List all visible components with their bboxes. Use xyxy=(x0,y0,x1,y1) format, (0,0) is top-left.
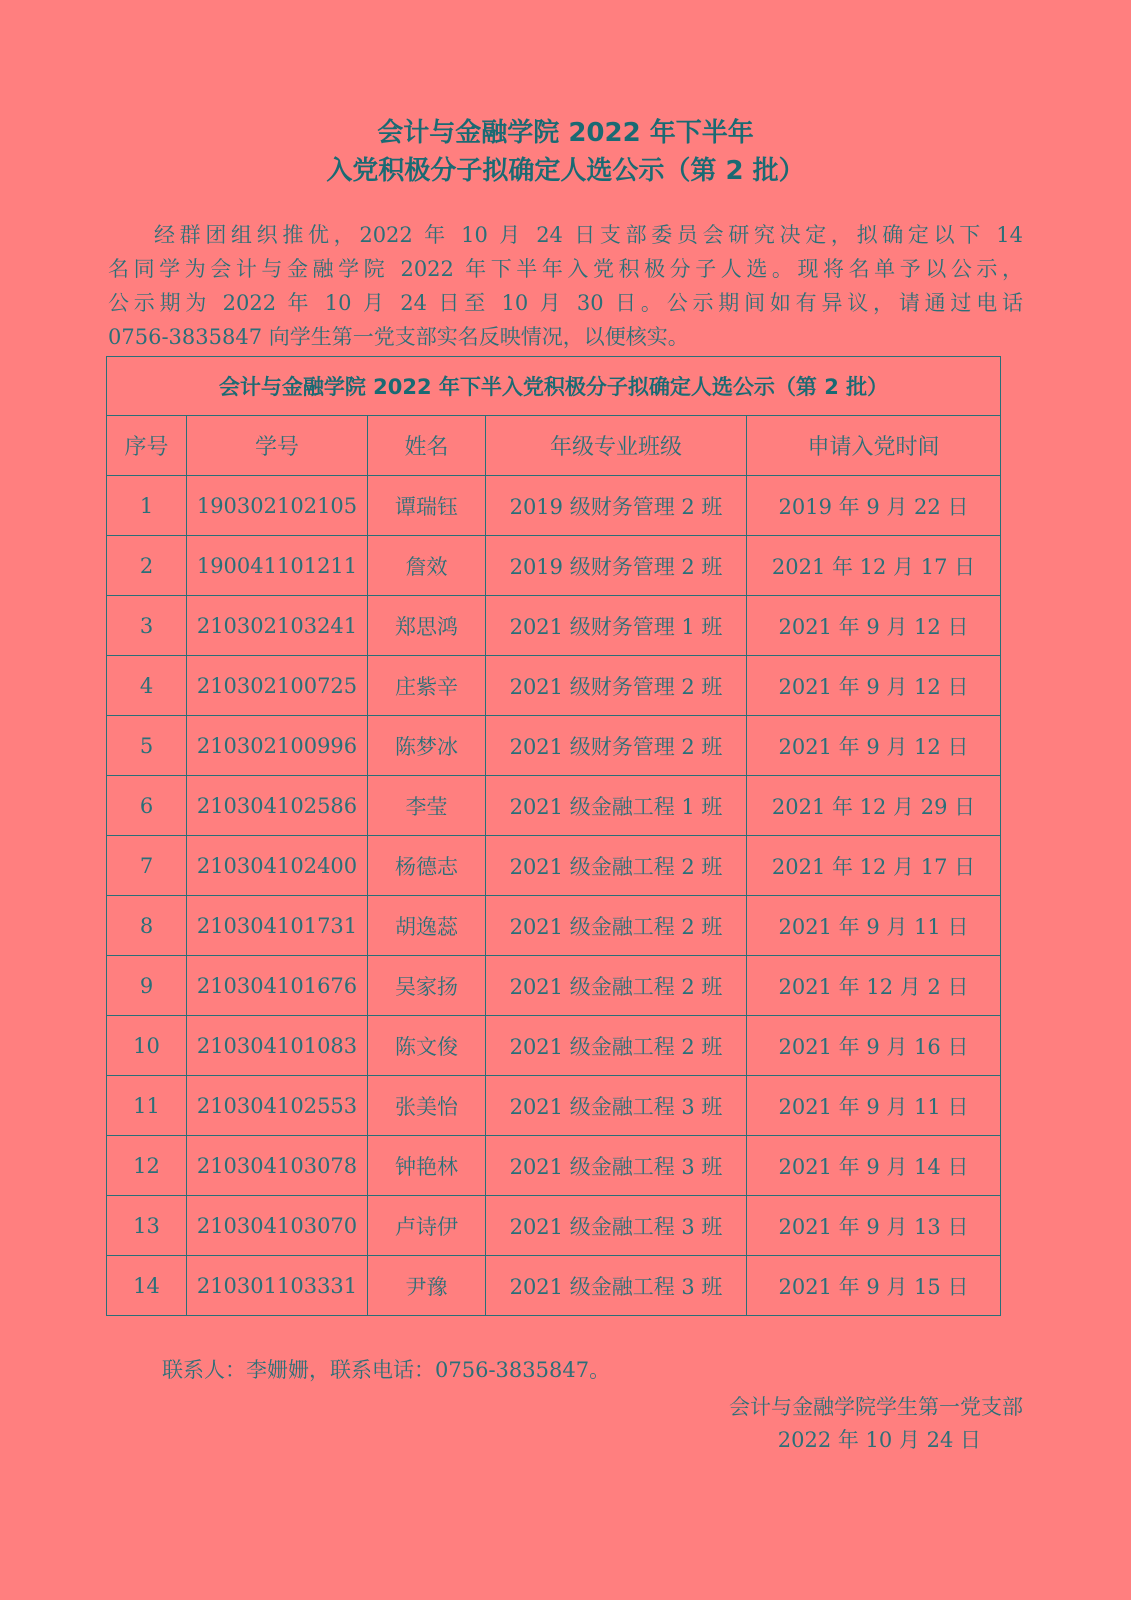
column-header-class: 年级专业班级 xyxy=(486,416,747,476)
cell-apply-date: 2021 年 9 月 13 日 xyxy=(747,1196,1001,1256)
intro-line: 公示期为 2022 年 10 月 24 日至 10 月 30 日。公示期间如有异议，请通过电话 xyxy=(108,291,1023,315)
cell-index: 13 xyxy=(107,1196,187,1256)
cell-class: 2021 级金融工程 2 班 xyxy=(486,836,747,896)
table-row xyxy=(107,1256,1001,1316)
cell-index: 4 xyxy=(107,656,187,716)
table-row xyxy=(107,536,1001,596)
cell-student-id: 210304102586 xyxy=(187,776,368,836)
cell-index: 10 xyxy=(107,1016,187,1076)
page-title-line-1: 会计与金融学院 2022 年下半年 xyxy=(377,118,754,148)
cell-class: 2021 级金融工程 2 班 xyxy=(486,956,747,1016)
cell-apply-date: 2021 年 9 月 11 日 xyxy=(747,1076,1001,1136)
table-row xyxy=(107,1196,1001,1256)
cell-index: 1 xyxy=(107,476,187,536)
cell-index: 6 xyxy=(107,776,187,836)
intro-line: 经群团组织推优，2022 年 10 月 24 日支部委员会研究决定，拟确定以下 14 xyxy=(154,223,1023,247)
table-row xyxy=(107,956,1001,1016)
cell-class: 2021 级财务管理 2 班 xyxy=(486,716,747,776)
cell-class: 2019 级财务管理 2 班 xyxy=(486,476,747,536)
cell-student-id: 210304102400 xyxy=(187,836,368,896)
cell-apply-date: 2021 年 9 月 14 日 xyxy=(747,1136,1001,1196)
cell-name: 郑思鸿 xyxy=(368,596,486,656)
cell-name: 尹豫 xyxy=(368,1256,486,1316)
cell-name: 卢诗伊 xyxy=(368,1196,486,1256)
cell-class: 2021 级金融工程 2 班 xyxy=(486,1016,747,1076)
cell-student-id: 190302102105 xyxy=(187,476,368,536)
cell-student-id: 210304103070 xyxy=(187,1196,368,1256)
cell-name: 张美怡 xyxy=(368,1076,486,1136)
cell-name: 吴家扬 xyxy=(368,956,486,1016)
cell-apply-date: 2021 年 9 月 11 日 xyxy=(747,896,1001,956)
cell-apply-date: 2021 年 9 月 12 日 xyxy=(747,596,1001,656)
signature-organization: 会计与金融学院学生第一党支部 xyxy=(729,1395,1023,1419)
cell-index: 11 xyxy=(107,1076,187,1136)
table-caption: 会计与金融学院 2022 年下半入党积极分子拟确定人选公示（第 2 批） xyxy=(107,357,1001,416)
cell-student-id: 210302100725 xyxy=(187,656,368,716)
cell-apply-date: 2021 年 9 月 12 日 xyxy=(747,656,1001,716)
cell-name: 谭瑞钰 xyxy=(368,476,486,536)
cell-apply-date: 2021 年 9 月 16 日 xyxy=(747,1016,1001,1076)
cell-class: 2019 级财务管理 2 班 xyxy=(486,536,747,596)
cell-class: 2021 级金融工程 3 班 xyxy=(486,1256,747,1316)
cell-student-id: 210301103331 xyxy=(187,1256,368,1316)
table-caption-row xyxy=(107,357,1001,416)
cell-class: 2021 级金融工程 3 班 xyxy=(486,1196,747,1256)
table-row xyxy=(107,476,1001,536)
cell-class: 2021 级财务管理 1 班 xyxy=(486,596,747,656)
cell-class: 2021 级金融工程 3 班 xyxy=(486,1136,747,1196)
column-header-apply-date: 申请入党时间 xyxy=(747,416,1001,476)
cell-index: 7 xyxy=(107,836,187,896)
cell-index: 5 xyxy=(107,716,187,776)
cell-apply-date: 2021 年 12 月 17 日 xyxy=(747,536,1001,596)
cell-student-id: 210304101731 xyxy=(187,896,368,956)
candidate-table xyxy=(106,356,1001,1316)
table-row xyxy=(107,896,1001,956)
table-row xyxy=(107,1136,1001,1196)
signature-date: 2022 年 10 月 24 日 xyxy=(777,1428,981,1452)
cell-student-id: 210304103078 xyxy=(187,1136,368,1196)
cell-index: 8 xyxy=(107,896,187,956)
cell-index: 3 xyxy=(107,596,187,656)
cell-class: 2021 级金融工程 3 班 xyxy=(486,1076,747,1136)
cell-apply-date: 2021 年 12 月 2 日 xyxy=(747,956,1001,1016)
intro-paragraph xyxy=(108,218,1023,354)
table-row xyxy=(107,596,1001,656)
cell-index: 14 xyxy=(107,1256,187,1316)
page-title-line-2: 入党积极分子拟确定人选公示（第 2 批） xyxy=(326,156,805,186)
cell-name: 胡逸蕊 xyxy=(368,896,486,956)
column-header-student-id: 学号 xyxy=(187,416,368,476)
column-header-name: 姓名 xyxy=(368,416,486,476)
cell-student-id: 210304101676 xyxy=(187,956,368,1016)
cell-name: 李莹 xyxy=(368,776,486,836)
cell-apply-date: 2019 年 9 月 22 日 xyxy=(747,476,1001,536)
cell-apply-date: 2021 年 12 月 17 日 xyxy=(747,836,1001,896)
cell-name: 陈文俊 xyxy=(368,1016,486,1076)
intro-line: 0756-3835847 向学生第一党支部实名反映情况，以便核实。 xyxy=(108,325,689,349)
cell-class: 2021 级金融工程 2 班 xyxy=(486,896,747,956)
cell-student-id: 210302103241 xyxy=(187,596,368,656)
cell-name: 詹效 xyxy=(368,536,486,596)
cell-apply-date: 2021 年 9 月 12 日 xyxy=(747,716,1001,776)
cell-student-id: 210302100996 xyxy=(187,716,368,776)
cell-student-id: 210304102553 xyxy=(187,1076,368,1136)
cell-class: 2021 级金融工程 1 班 xyxy=(486,776,747,836)
table-row xyxy=(107,716,1001,776)
cell-name: 庄紫辛 xyxy=(368,656,486,716)
cell-apply-date: 2021 年 12 月 29 日 xyxy=(747,776,1001,836)
table-row xyxy=(107,1016,1001,1076)
table-row xyxy=(107,776,1001,836)
column-header-index: 序号 xyxy=(107,416,187,476)
table-row xyxy=(107,656,1001,716)
table-header-row xyxy=(107,416,1001,476)
contact-info: 联系人：李姗姗，联系电话：0756-3835847。 xyxy=(162,1358,611,1382)
cell-name: 杨德志 xyxy=(368,836,486,896)
cell-index: 2 xyxy=(107,536,187,596)
cell-apply-date: 2021 年 9 月 15 日 xyxy=(747,1256,1001,1316)
table-row xyxy=(107,1076,1001,1136)
cell-student-id: 210304101083 xyxy=(187,1016,368,1076)
cell-name: 陈梦冰 xyxy=(368,716,486,776)
cell-class: 2021 级财务管理 2 班 xyxy=(486,656,747,716)
intro-line: 名同学为会计与金融学院 2022 年下半年入党积极分子人选。现将名单予以公示， xyxy=(108,257,1023,281)
cell-name: 钟艳林 xyxy=(368,1136,486,1196)
cell-index: 9 xyxy=(107,956,187,1016)
cell-student-id: 190041101211 xyxy=(187,536,368,596)
cell-index: 12 xyxy=(107,1136,187,1196)
table-row xyxy=(107,836,1001,896)
